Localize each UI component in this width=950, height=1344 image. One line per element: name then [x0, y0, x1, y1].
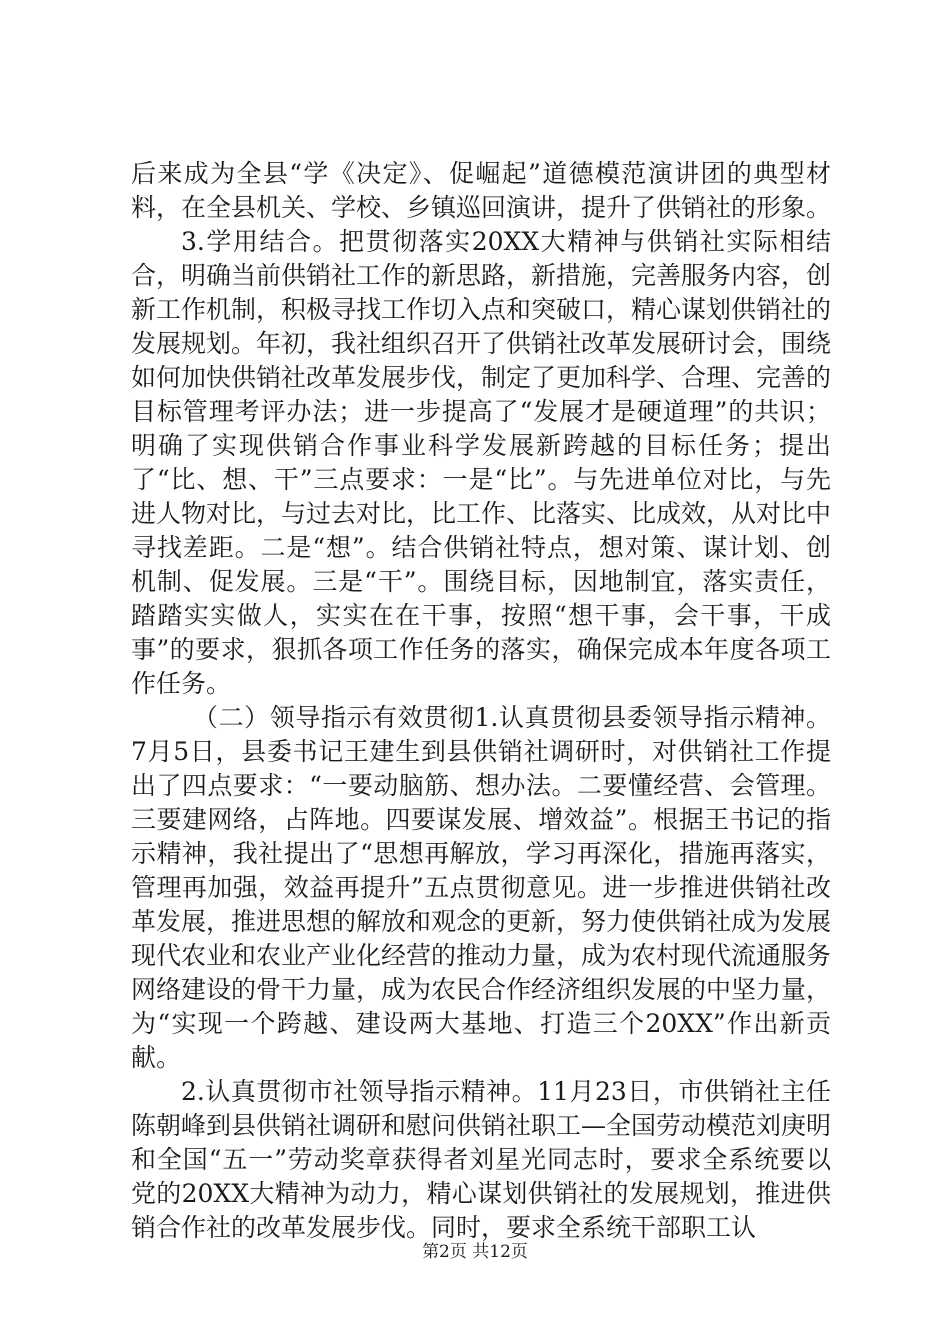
paragraph-city-leadership: 2.认真贯彻市社领导指示精神。11月23日，市供销社主任陈朝峰到县供销社调研和慰问供销社职工—全国劳动模范刘庚明和全国“五一”劳动奖章获得者刘星光同志时，要求全系统要以党的20XX大精神为动力，精心谋划供销社的发展规划，推进供销合作社的改革发展步伐。同时，要求全系统干部职工认 — [131, 1077, 832, 1242]
page-number-footer: 第2页 共12页 — [422, 1242, 528, 1262]
paragraph-county-leadership: （二）领导指示有效贯彻1.认真贯彻县委领导指示精神。7月5日，县委书记王建生到县供销社调研时，对供销社工作提出了四点要求：“一要动脑筋、想办法。二要懂经营、会管理。三要建网络，占阵地。四要谋发展、增效益”。根据王书记的指示精神，我社提出了“思想再解放，学习再深化，措施再落实，管理再加强，效益再提升”五点贯彻意见。进一步推进供销社改革发展，推进思想的解放和观念的更新，努力使供销社成为发展现代农业和农业产业化经营的推动力量，成为农村现代流通服务网络建设的骨干力量，成为农民合作经济组织发展的中坚力量，为“实现一个跨越、建设两大基地、打造三个20XX”作出新贡献。 — [131, 703, 832, 1072]
paragraph-study-application: 3.学用结合。把贯彻落实20XX大精神与供销社实际相结合，明确当前供销社工作的新思路，新措施，完善服务内容，创新工作机制，积极寻找工作切入点和突破口，精心谋划供销社的发展规划。年初，我社组织召开了供销社改革发展研讨会，围绕如何加快供销社改革发展步伐，制定了更加科学、合理、完善的目标管理考评办法；进一步提高了“发展才是硬道理”的共识；明确了实现供销合作事业科学发展新跨越的目标任务；提出了“比、想、干”三点要求：一是“比”。与先进单位对比，与先进人物对比，与过去对比，比工作、比落实、比成效，从对比中寻找差距。二是“想”。结合供销社特点，想对策、谋计划、创机制、促发展。三是“干”。围绕目标，因地制宜，落实责任，踏踏实实做人，实实在在干事，按照“想干事，会干事，干成事”的要求，狠抓各项工作任务的落实，确保完成本年度各项工作任务。 — [131, 227, 832, 698]
paragraph-continuation: 后来成为全县“学《决定》、促崛起”道德模范演讲团的典型材料，在全县机关、学校、乡镇巡回演讲，提升了供销社的形象。 — [131, 159, 832, 222]
document-body — [131, 157, 831, 1245]
